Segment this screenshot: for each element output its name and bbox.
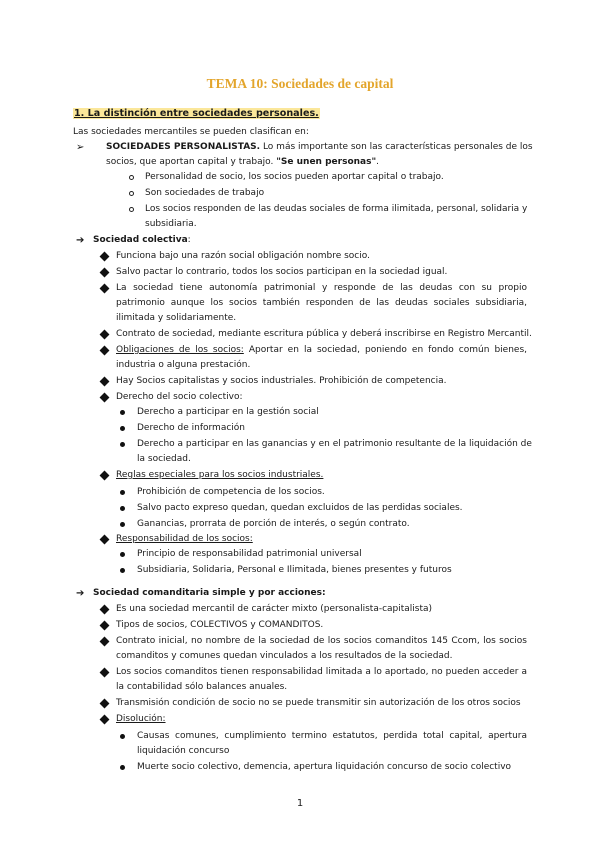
diamond-bullet-icon (100, 699, 110, 709)
arrow-bullet-icon: ➔ (76, 235, 85, 246)
diamond-bullet-icon (100, 621, 110, 631)
disolucion-item-2: Muerte socio colectivo, demencia, apertura liquidación concurso de socio colectivo (137, 762, 512, 772)
reglas-item-1: Prohibición de competencia de los socios. (137, 487, 325, 497)
colectiva-item-8: Reglas especiales para los socios industriales. (116, 470, 324, 480)
comanditaria-item-2: Tipos de socios, COLECTIVOS y COMANDITOS. (116, 620, 324, 630)
arrow-bullet-icon: ➔ (76, 588, 85, 599)
derecho-item-3b: la sociedad. (137, 454, 191, 464)
derecho-item-1: Derecho a participar en la gestión social (137, 407, 319, 417)
document-title: TEMA 10: Sociedades de capital (206, 76, 394, 91)
dot-bullet-icon (120, 490, 125, 495)
arrowhead-bullet-icon: ➢ (76, 142, 85, 153)
colectiva-item-2: Salvo pactar lo contrario, todos los socios participan en la sociedad igual. (116, 267, 448, 277)
circle-bullet-icon (129, 191, 134, 196)
dot-bullet-icon (120, 506, 125, 511)
diamond-bullet-icon (100, 284, 110, 294)
responsabilidad-item-2: Subsidiaria, Solidaria, Personal e Ilimitada, bienes presentes y futuros (137, 565, 452, 575)
colectiva-item-3a: La sociedad tiene autonomía patrimonial y responde de las deudas con su propio (116, 283, 527, 293)
diamond-bullet-icon (100, 715, 110, 725)
comanditaria-item-4b: la contabilidad sólo balances anuales. (116, 682, 288, 692)
intro-text: Las sociedades mercantiles se pueden clasifican en: (73, 127, 309, 137)
dot-bullet-icon (120, 568, 125, 573)
disolucion-item-1a: Causas comunes, cumplimiento termino estatutos, perdida total capital, apertura (137, 731, 527, 741)
dot-bullet-icon (120, 426, 125, 431)
comanditaria-item-5: Transmisión condición de socio no se puede transmitir sin autorización de los otros socios (116, 698, 521, 708)
colectiva-item-1: Funciona bajo una razón social obligación nombre socio. (116, 251, 370, 261)
diamond-bullet-icon (100, 377, 110, 387)
circle-bullet-icon (129, 207, 134, 212)
comanditaria-heading: Sociedad comanditaria simple y por acciones: (93, 588, 326, 598)
dot-bullet-icon (120, 442, 125, 447)
colectiva-heading: Sociedad colectiva: (93, 235, 191, 245)
colectiva-item-5b: industria o alguna prestación. (116, 360, 251, 370)
comanditaria-item-6: Disolución: (116, 714, 166, 724)
dot-bullet-icon (120, 765, 125, 770)
personalistas-line-2: socios, que aportan capital y trabajo. "Se unen personas". (106, 157, 380, 167)
personalistas-item-3: Los socios responden de las deudas sociales de forma ilimitada, personal, solidaria y (145, 204, 528, 214)
derecho-item-2: Derecho de información (137, 423, 245, 433)
comanditaria-item-3b: comanditos y comunes quedan vinculados a los resultados de la sociedad. (116, 651, 453, 661)
personalistas-item-1: Personalidad de socio, los socios pueden aportar capital o trabajo. (145, 172, 444, 182)
diamond-bullet-icon (100, 471, 110, 481)
personalistas-item-3-cont: subsidiaria. (145, 219, 197, 229)
personalistas-item-2: Son sociedades de trabajo (145, 188, 265, 198)
colectiva-item-7: Derecho del socio colectivo: (116, 392, 243, 402)
colectiva-item-3c: ilimitada y solidariamente. (116, 313, 237, 323)
disolucion-item-1b: liquidación concurso (137, 746, 230, 756)
responsabilidad-item-1: Principio de responsabilidad patrimonial universal (137, 549, 362, 559)
diamond-bullet-icon (100, 535, 110, 545)
reglas-item-3: Ganancias, prorrata de porción de interés, o según contrato. (137, 519, 410, 529)
diamond-bullet-icon (100, 393, 110, 403)
circle-bullet-icon (129, 175, 134, 180)
diamond-bullet-icon (100, 252, 110, 262)
section-heading: 1. La distinción entre sociedades personales. (74, 108, 319, 119)
colectiva-item-4: Contrato de sociedad, mediante escritura pública y deberá inscribirse en Registro Mercantil. (116, 329, 532, 339)
colectiva-item-9: Responsabilidad de los socios: (116, 534, 253, 544)
diamond-bullet-icon (100, 268, 110, 278)
colectiva-item-6: Hay Socios capitalistas y socios industriales. Prohibición de competencia. (116, 376, 447, 386)
colectiva-item-3b: patrimonio aunque los socios también responden de las deudas sociales subsidiaria, (116, 298, 527, 308)
dot-bullet-icon (120, 410, 125, 415)
diamond-bullet-icon (100, 330, 110, 340)
dot-bullet-icon (120, 734, 125, 739)
colectiva-item-5a: Obligaciones de los socios: Aportar en la sociedad, poniendo en fondo común bienes, (116, 345, 528, 355)
diamond-bullet-icon (100, 346, 110, 356)
dot-bullet-icon (120, 552, 125, 557)
page-number: 1 (296, 798, 304, 809)
diamond-bullet-icon (100, 605, 110, 615)
comanditaria-item-3a: Contrato inicial, no nombre de la sociedad de los socios comanditos 145 Ccom, los socios (116, 636, 527, 646)
diamond-bullet-icon (100, 668, 110, 678)
dot-bullet-icon (120, 522, 125, 527)
personalistas-line-1: SOCIEDADES PERSONALISTAS. Lo más importante son las características personales de los (106, 142, 533, 152)
reglas-item-2: Salvo pacto expreso quedan, quedan excluidos de las perdidas sociales. (137, 503, 463, 513)
comanditaria-item-4a: Los socios comanditos tienen responsabilidad limitada a lo aportado, no pueden acceder a (116, 667, 527, 677)
derecho-item-3a: Derecho a participar en las ganancias y en el patrimonio resultante de la liquidación de (137, 439, 532, 449)
comanditaria-item-1: Es una sociedad mercantil de carácter mixto (personalista-capitalista) (116, 604, 433, 614)
diamond-bullet-icon (100, 637, 110, 647)
